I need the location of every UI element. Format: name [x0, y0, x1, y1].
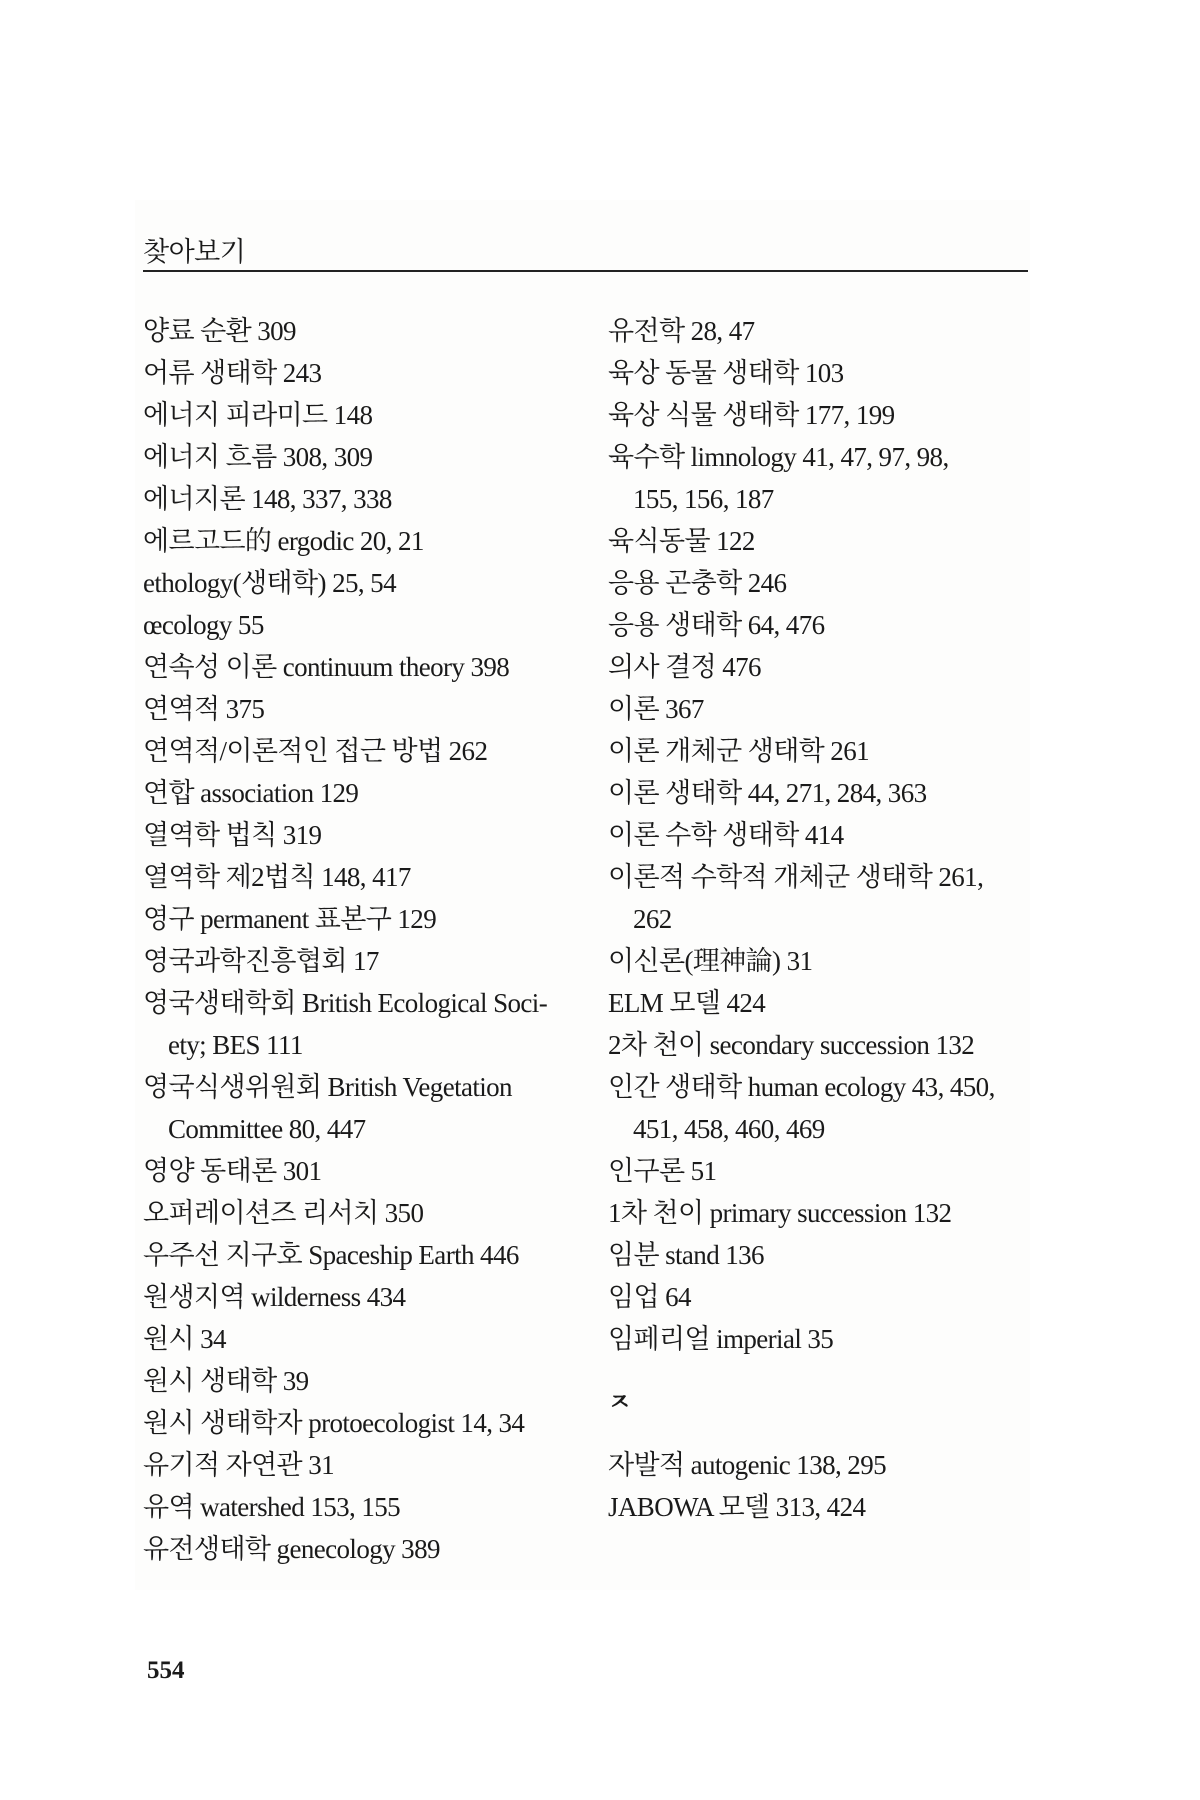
index-entry: 연역적/이론적인 접근 방법 262: [143, 736, 488, 766]
index-entry-continuation: 262: [633, 904, 672, 934]
index-section-heading: ㅈ: [608, 1388, 631, 1416]
page-title: 찾아보기: [143, 237, 246, 268]
index-entry: 원생지역 wilderness 434: [143, 1282, 406, 1312]
index-entry: 육식동물 122: [608, 526, 755, 556]
index-entry: 에너지론 148, 337, 338: [143, 484, 392, 514]
index-entry: 연역적 375: [143, 694, 265, 724]
index-entry: 원시 생태학자 protoecologist 14, 34: [143, 1408, 525, 1438]
index-entry: 열역학 제2법칙 148, 417: [143, 862, 411, 892]
index-entry: 2차 천이 secondary succession 132: [608, 1030, 975, 1060]
index-entry: 오퍼레이션즈 리서치 350: [143, 1198, 424, 1228]
index-entry: 유역 watershed 153, 155: [143, 1492, 401, 1522]
index-entry: 우주선 지구호 Spaceship Earth 446: [143, 1240, 519, 1270]
index-column-right: [608, 310, 1028, 1528]
index-entry: 이신론(理神論) 31: [608, 946, 813, 976]
index-entry: ELM 모델 424: [608, 988, 766, 1018]
index-entry: 이론 생태학 44, 271, 284, 363: [608, 778, 927, 808]
index-entry: 원시 34: [143, 1324, 226, 1354]
index-entry: 유전생태학 genecology 389: [143, 1534, 440, 1564]
index-entry: 인간 생태학 human ecology 43, 450,: [608, 1072, 995, 1102]
index-entry: 의사 결정 476: [608, 652, 761, 682]
index-entry-continuation: ety; BES 111: [168, 1030, 303, 1060]
index-entry: 연합 association 129: [143, 778, 359, 808]
index-entry: 에너지 흐름 308, 309: [143, 442, 373, 472]
index-entry-continuation: 155, 156, 187: [633, 484, 774, 514]
index-entry: 육수학 limnology 41, 47, 97, 98,: [608, 442, 949, 472]
index-entry: 이론 367: [608, 694, 704, 724]
index-entry: 원시 생태학 39: [143, 1366, 309, 1396]
header-divider: [143, 270, 1028, 272]
index-entry: 영국생태학회 British Ecological Soci-: [143, 988, 548, 1018]
index-entry: 임분 stand 136: [608, 1240, 764, 1270]
index-entry: 육상 식물 생태학 177, 199: [608, 400, 895, 430]
index-entry: 영양 동태론 301: [143, 1156, 322, 1186]
index-entry: 응용 생태학 64, 476: [608, 610, 825, 640]
index-entry: œcology 55: [143, 610, 264, 640]
index-column-left: [143, 310, 583, 1570]
index-entry: 유전학 28, 47: [608, 316, 755, 346]
index-entry: ethology(생태학) 25, 54: [143, 568, 396, 598]
index-entry: 영구 permanent 표본구 129: [143, 904, 437, 934]
index-entry: 이론 개체군 생태학 261: [608, 736, 870, 766]
index-entry: 영국식생위원회 British Vegetation: [143, 1072, 512, 1102]
index-entry: 자발적 autogenic 138, 295: [608, 1450, 887, 1480]
index-entry: 연속성 이론 continuum theory 398: [143, 652, 510, 682]
index-entry: 어류 생태학 243: [143, 358, 322, 388]
index-entry: 응용 곤충학 246: [608, 568, 787, 598]
index-entry: 임업 64: [608, 1282, 691, 1312]
index-entry: JABOWA 모델 313, 424: [608, 1492, 866, 1522]
index-entry: 이론 수학 생태학 414: [608, 820, 844, 850]
index-entry: 열역학 법칙 319: [143, 820, 322, 850]
index-entry: 유기적 자연관 31: [143, 1450, 334, 1480]
index-entry: 1차 천이 primary succession 132: [608, 1198, 952, 1228]
index-entry-continuation: 451, 458, 460, 469: [633, 1114, 825, 1144]
index-entry: 에르고드的 ergodic 20, 21: [143, 526, 424, 556]
index-entry: 임페리얼 imperial 35: [608, 1324, 834, 1354]
index-entry: 이론적 수학적 개체군 생태학 261,: [608, 862, 984, 892]
index-entry: 에너지 피라미드 148: [143, 400, 373, 430]
page-number: 554: [147, 1657, 185, 1684]
index-entry: 영국과학진흥협회 17: [143, 946, 379, 976]
index-entry: 양료 순환 309: [143, 316, 296, 346]
index-entry: 육상 동물 생태학 103: [608, 358, 844, 388]
index-entry: 인구론 51: [608, 1156, 717, 1186]
index-entry-continuation: Committee 80, 447: [168, 1114, 366, 1144]
